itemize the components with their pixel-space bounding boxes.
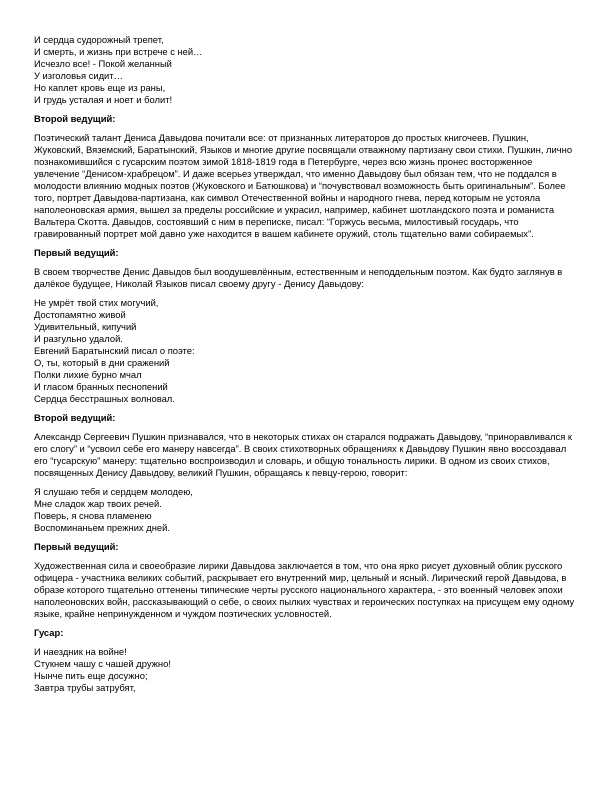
verse-line: Завтра трубы затрубят,: [34, 682, 136, 693]
verse-line: Достопамятно живой: [34, 309, 126, 320]
verse-line: И гласом бранных песнопений: [34, 381, 168, 392]
verse-line: Евгений Баратынский писал о поэте:: [34, 345, 195, 356]
verse-line: Сердца бесстрашных волновал.: [34, 393, 175, 404]
verse-line: И грудь усталая и ноет и болит!: [34, 94, 173, 105]
paragraph: Художественная сила и своеобразие лирики Давыдова заключается в том, что она ярко рисует духовный облик русского офицера - участника великих событий, раскрывает его внутренний мир, цельный и ясный. Лирический герой Давыдова, в образе которого тщательно оттенены типические черты русского национального характера, - это военный человек эпохи наполеоновских войн, рассказывающий о себе, о своих пылких чувствах и героических поступках на присущем ему одному языке, крайне непринужденном и чуждом поэтических условностей.: [34, 560, 575, 619]
verse-block: [34, 486, 578, 534]
paragraph: Поэтический талант Дениса Давыдова почитали все: от признанных литераторов до простых книгочеев. Пушкин, Жуковский, Вяземский, Баратынский, Языков и многие другие посвящали отважному партизану свои стихи. Пушкин, лично познакомившийся с гусарским поэтом зимой 1818-1819 года в Петербурге, через всю жизнь пронес восторженное увлечение “Денисом-храбрецом”. И даже всерьез утверждал, что именно Давыдову был обязан тем, что не поддался в молодости влиянию модных поэтов (Жуковского и Батюшкова) и “почувствовал возможность быть оригинальным”. Более того, портрет Давыдова-партизана, как символ Отечественной войны и народного гнева, перед которым не устояла наполеоновская армия, вышел за пределы российские и украсил, например, кабинет шотландского поэта и романиста Вальтера Скотта. Давыдов, состоявший с ним в переписке, писал: “Горжусь весьма, милостивый государь, что гравированный портрет мой давно уже находится в вашем кабинете оружий, столь тщательно вами собираемых”.: [34, 132, 573, 239]
speaker-heading: Второй ведущий:: [34, 113, 116, 124]
speaker-heading: Первый ведущий:: [34, 247, 119, 258]
paragraph: Александр Сергеевич Пушкин признавался, что в некоторых стихах он старался подражать Давыдову, “приноравливался к его слогу” и “усвоил себе его манеру навсегда”. В своих стихотворных обращениях к Давыдову Пушкин явно воссоздавал его “гусарскую” манеру: тщательно воспроизводил и словарь, и общую тональность лирики. В одном из своих стихов, посвященных Денису Давыдову, великий Пушкин, обращаясь к певцу-герою, говорит:: [34, 431, 572, 478]
verse-line: Нынче пить еще досужно;: [34, 670, 148, 681]
verse-block: [34, 646, 578, 694]
verse-line: Я слушаю тебя и сердцем молодею,: [34, 486, 193, 497]
verse-block: [34, 34, 578, 106]
verse-line: Не умрёт твой стих могучий,: [34, 297, 159, 308]
verse-line: Удивительный, кипучий: [34, 321, 137, 332]
paragraph: В своем творчестве Денис Давыдов был воодушевлённым, естественным и неподдельным поэтом. Как будто заглянув в далёкое будущее, Николай Языков писал своему другу - Денису Давыдову:: [34, 266, 563, 289]
verse-line: И разгульно удалой.: [34, 333, 123, 344]
verse-line: Мне сладок жар твоих речей.: [34, 498, 162, 509]
verse-block: [34, 297, 578, 405]
verse-line: Исчезло все! - Покой желанный: [34, 58, 172, 69]
verse-line: Но каплет кровь еще из раны,: [34, 82, 166, 93]
speaker-heading: Второй ведущий:: [34, 412, 116, 423]
verse-line: И наездник на войне!: [34, 646, 127, 657]
verse-line: О, ты, который в дни сражений: [34, 357, 170, 368]
verse-line: И сердца судорожный трепет,: [34, 34, 164, 45]
verse-line: Стукнем чашу с чашей дружно!: [34, 658, 171, 669]
verse-line: Воспоминаньем прежних дней.: [34, 522, 170, 533]
verse-line: Поверь, я снова пламенею: [34, 510, 152, 521]
verse-line: Полки лихие бурно мчал: [34, 369, 142, 380]
speaker-heading: Гусар:: [34, 627, 64, 638]
verse-line: У изголовья сидит…: [34, 70, 123, 81]
verse-line: И смерть, и жизнь при встрече с ней…: [34, 46, 203, 57]
speaker-heading: Первый ведущий:: [34, 541, 119, 552]
